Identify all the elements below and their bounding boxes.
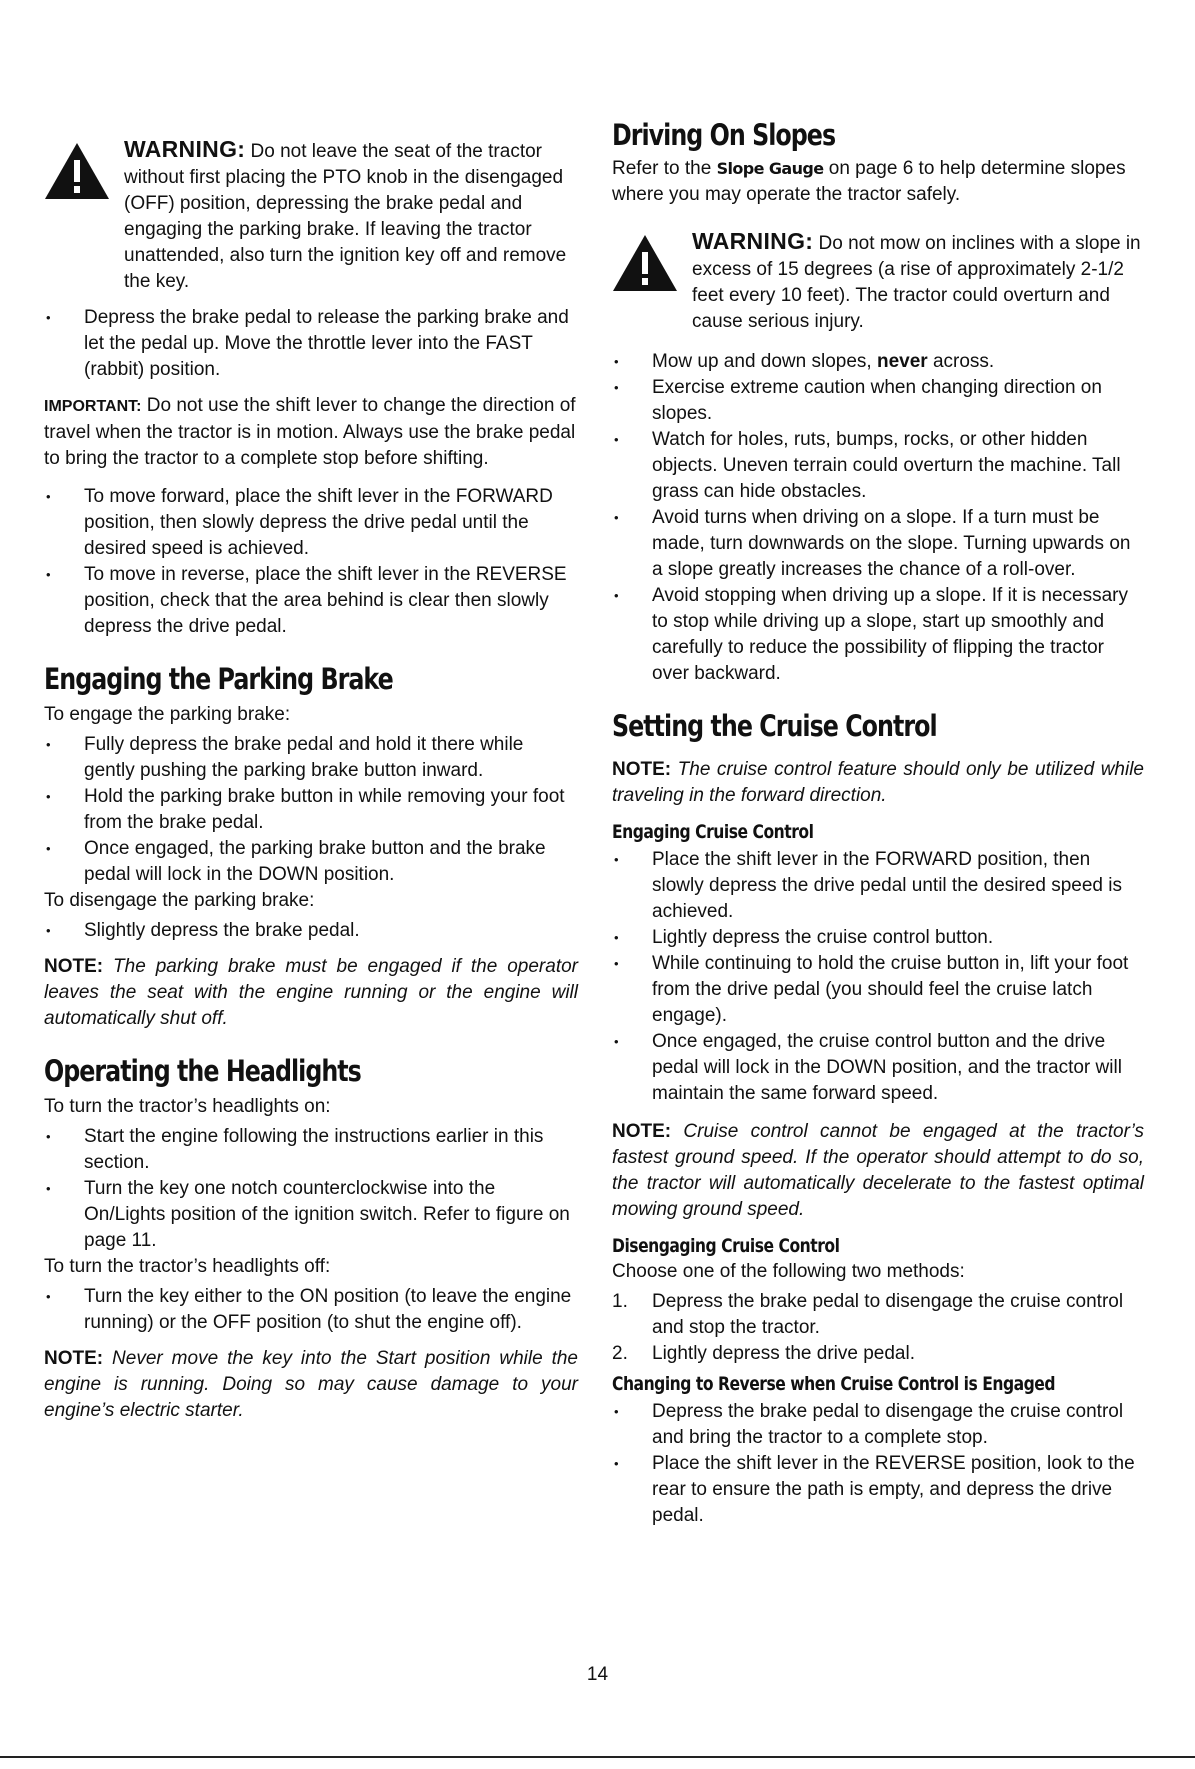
list-item: 1. Depress the brake pedal to disengage the cruise control and stop the tractor. — [612, 1291, 1124, 1338]
list-item: • Depress the brake pedal to disengage the cruise control and bring the tractor to a complete stop. — [612, 1399, 1144, 1451]
list-item: • Fully depress the brake pedal and hold it there while gently pushing the parking brake button inward. — [44, 732, 578, 784]
list-item: • Slightly depress the brake pedal. — [44, 918, 578, 944]
warning-text: WARNING: Do not leave the seat of the tractor without first placing the PTO knob in the disengaged (OFF) position, depressing the brake pedal and engaging the parking brake. If leaving the tractor unattended, also turn the ignition key off and remove the key. — [124, 136, 567, 292]
important-label: IMPORTANT: — [44, 398, 142, 415]
list-item: • Mow up and down slopes, never across. — [612, 349, 1144, 375]
subsection-heading: Engaging Cruise Control — [612, 821, 814, 843]
list-item: • Watch for holes, ruts, bumps, rocks, or other hidden objects. Uneven terrain could overturn the machine. Tall grass can hide obstacles. — [612, 427, 1144, 505]
right-column — [612, 0, 1144, 1529]
slope-gauge-reference: Slope Gauge — [716, 159, 824, 178]
subsection-heading: Disengaging Cruise Control — [612, 1235, 840, 1257]
numbered-list — [612, 1289, 1144, 1367]
list-item: • Place the shift lever in the FORWARD position, then slowly depress the drive pedal until the desired speed is achieved. — [612, 847, 1144, 925]
warning-triangle-icon — [44, 142, 110, 200]
bottom-rule — [0, 1756, 1195, 1758]
bullet-list — [612, 847, 1144, 1107]
section-heading: Driving On Slopes — [612, 118, 836, 152]
list-item: 2. Lightly depress the drive pedal. — [612, 1343, 915, 1364]
left-column — [44, 0, 578, 1424]
warning-text: WARNING: Do not mow on inclines with a slope in excess of 15 degrees (a rise of approximately 2-1/2 feet every 10 feet). The tractor could overturn and cause serious injury. — [692, 228, 1141, 332]
paragraph: To turn the tractor’s headlights on: — [44, 1096, 331, 1117]
list-item: • To move in reverse, place the shift lever in the REVERSE position, check that the area behind is clear then slowly depress the drive pedal. — [44, 562, 578, 640]
list-item: • Place the shift lever in the REVERSE position, look to the rear to ensure the path is empty, and depress the drive pedal. — [612, 1451, 1144, 1529]
important-note: IMPORTANT: Do not use the shift lever to change the direction of travel when the tractor is in motion. Always use the brake pedal to bring the tractor to a complete stop before shifting. — [44, 395, 576, 469]
note-label: NOTE: — [44, 1348, 104, 1369]
note-label: NOTE: — [612, 1121, 672, 1142]
list-item: • Turn the key either to the ON position (to leave the engine running) or the OFF position (to shut the engine off). — [44, 1284, 578, 1336]
note: NOTE: Never move the key into the Start position while the engine is running. Doing so may cause damage to your engine’s electric starter. — [44, 1348, 578, 1421]
section-heading: Setting the Cruise Control — [612, 709, 937, 743]
list-item: • Hold the parking brake button in while removing your foot from the brake pedal. — [44, 784, 578, 836]
section-heading: Engaging the Parking Brake — [44, 662, 393, 696]
bullet-list — [44, 1124, 578, 1254]
warning-label: WARNING: — [692, 228, 814, 254]
paragraph: To engage the parking brake: — [44, 704, 291, 725]
list-item: • To move forward, place the shift lever in the FORWARD position, then slowly depress the drive pedal until the desired speed is achieved. — [44, 484, 578, 562]
section-heading: Operating the Headlights — [44, 1054, 361, 1088]
paragraph: Choose one of the following two methods: — [612, 1261, 965, 1282]
list-item: • Exercise extreme caution when changing direction on slopes. — [612, 375, 1144, 427]
note: NOTE: The cruise control feature should only be utilized while traveling in the forward direction. — [612, 759, 1144, 806]
bullet-list — [612, 349, 1144, 687]
bullet-list — [44, 484, 578, 640]
page-number: 14 — [586, 1664, 609, 1685]
list-item: • Once engaged, the parking brake button and the brake pedal will lock in the DOWN position. — [44, 836, 578, 888]
paragraph: To turn the tractor’s headlights off: — [44, 1256, 331, 1277]
subsection-heading: Changing to Reverse when Cruise Control is Engaged — [612, 1373, 1056, 1395]
bullet-list — [44, 1284, 578, 1336]
note-label: NOTE: — [612, 759, 672, 780]
list-item: • Avoid turns when driving on a slope. If a turn must be made, turn downwards on the slope. Turning upwards on a slope greatly increases the chance of a roll-over. — [612, 505, 1144, 583]
bullet-list — [44, 918, 578, 944]
list-item: • Start the engine following the instructions earlier in this section. — [44, 1124, 578, 1176]
list-item: • Once engaged, the cruise control button and the drive pedal will lock in the DOWN position, and the tractor will maintain the same forward speed. — [612, 1029, 1144, 1107]
bullet-list — [612, 1399, 1144, 1529]
list-item: • While continuing to hold the cruise button in, lift your foot from the drive pedal (you should feel the cruise latch engage). — [612, 951, 1144, 1029]
list-item: • Depress the brake pedal to release the parking brake and let the pedal up. Move the throttle lever into the FAST (rabbit) position. — [44, 305, 578, 383]
note-label: NOTE: — [44, 956, 104, 977]
bullet-list — [44, 305, 578, 383]
list-item: • Lightly depress the cruise control button. — [612, 925, 1144, 951]
paragraph: Refer to the Slope Gauge on page 6 to help determine slopes where you may operate the tractor safely. — [612, 158, 1126, 205]
list-item: • Turn the key one notch counterclockwise into the On/Lights position of the ignition switch. Refer to figure on page 11. — [44, 1176, 578, 1254]
bullet-list — [44, 732, 578, 888]
warning-label: WARNING: — [124, 136, 246, 162]
list-item: • Avoid stopping when driving up a slope. If it is necessary to stop while driving up a slope, start up smoothly and carefully to reduce the possibility of flipping the tractor over backward. — [612, 583, 1144, 687]
note: NOTE: The parking brake must be engaged if the operator leaves the seat with the engine running or the engine will automatically shut off. — [44, 956, 578, 1029]
note: NOTE: Cruise control cannot be engaged at the tractor’s fastest ground speed. If the operator should attempt to do so, the tractor will automatically decelerate to the fastest optimal mowing ground speed. — [612, 1121, 1144, 1220]
warning-triangle-icon — [612, 234, 678, 292]
warning-block — [44, 136, 578, 295]
warning-block — [612, 228, 1144, 335]
paragraph: To disengage the parking brake: — [44, 890, 315, 911]
